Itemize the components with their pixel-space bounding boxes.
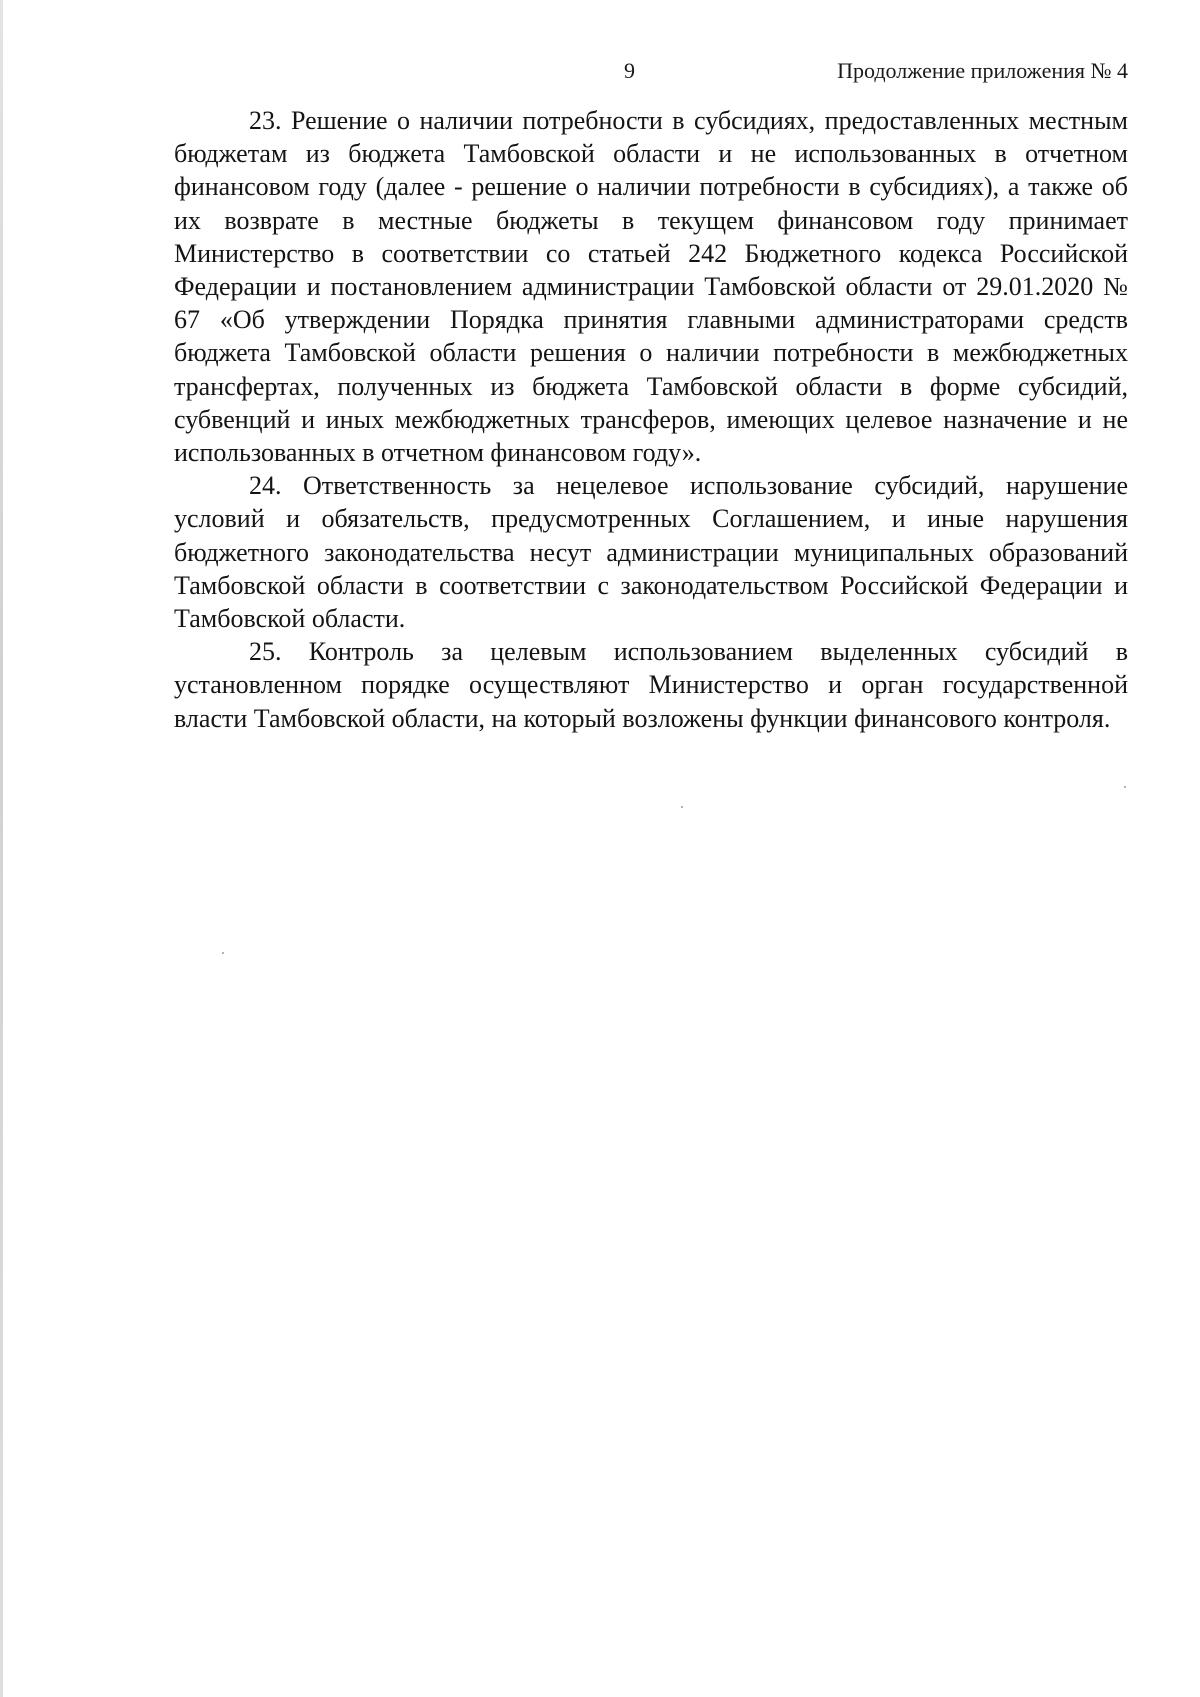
paragraph-24: 24. Ответственность за нецелевое использование субсидий, нарушение условий и обязательств, предусмотренных Соглашением, и иные нарушения бюджетного законодательства несут администрации муниципальных образований Тамбовской области в соответствии с законодательством Российской Федерации и Тамбовской области. xyxy=(174,471,1128,634)
scan-speck xyxy=(1124,786,1126,788)
scan-speck xyxy=(222,952,224,954)
scan-speck xyxy=(681,806,683,808)
document-body xyxy=(174,104,1128,735)
paragraph-23: 23. Решение о наличии потребности в субсидиях, предоставленных местным бюджетам из бюджета Тамбовской области и не использованных в отчетном финансовом году (далее - решение о наличии потребности в субсидиях), а также об их возврате в местные бюджеты в текущем финансовом году принимает Министерство в соответствии со статьей 242 Бюджетного кодекса Российской Федерации и постановлением администрации Тамбовской области от 29.01.2020 № 67 «Об утверждении Порядка принятия главными администраторами средств бюджета Тамбовской области решения о наличии потребности в межбюджетных трансфертах, полученных из бюджета Тамбовской области в форме субсидий, субвенций и иных межбюджетных трансферов, имеющих целевое назначение и не использованных в отчетном финансовом году». xyxy=(174,106,1128,468)
page-number: 9 xyxy=(624,58,635,83)
scan-edge-shadow xyxy=(0,0,3,1697)
paragraph-25: 25. Контроль за целевым использованием выделенных субсидий в установленном порядке осуществляют Министерство и орган государственной власти Тамбовской области, на который возложены функции финансового контроля. xyxy=(174,637,1128,733)
appendix-continuation-label: Продолжение приложения № 4 xyxy=(837,58,1128,83)
page-header xyxy=(0,58,1200,98)
